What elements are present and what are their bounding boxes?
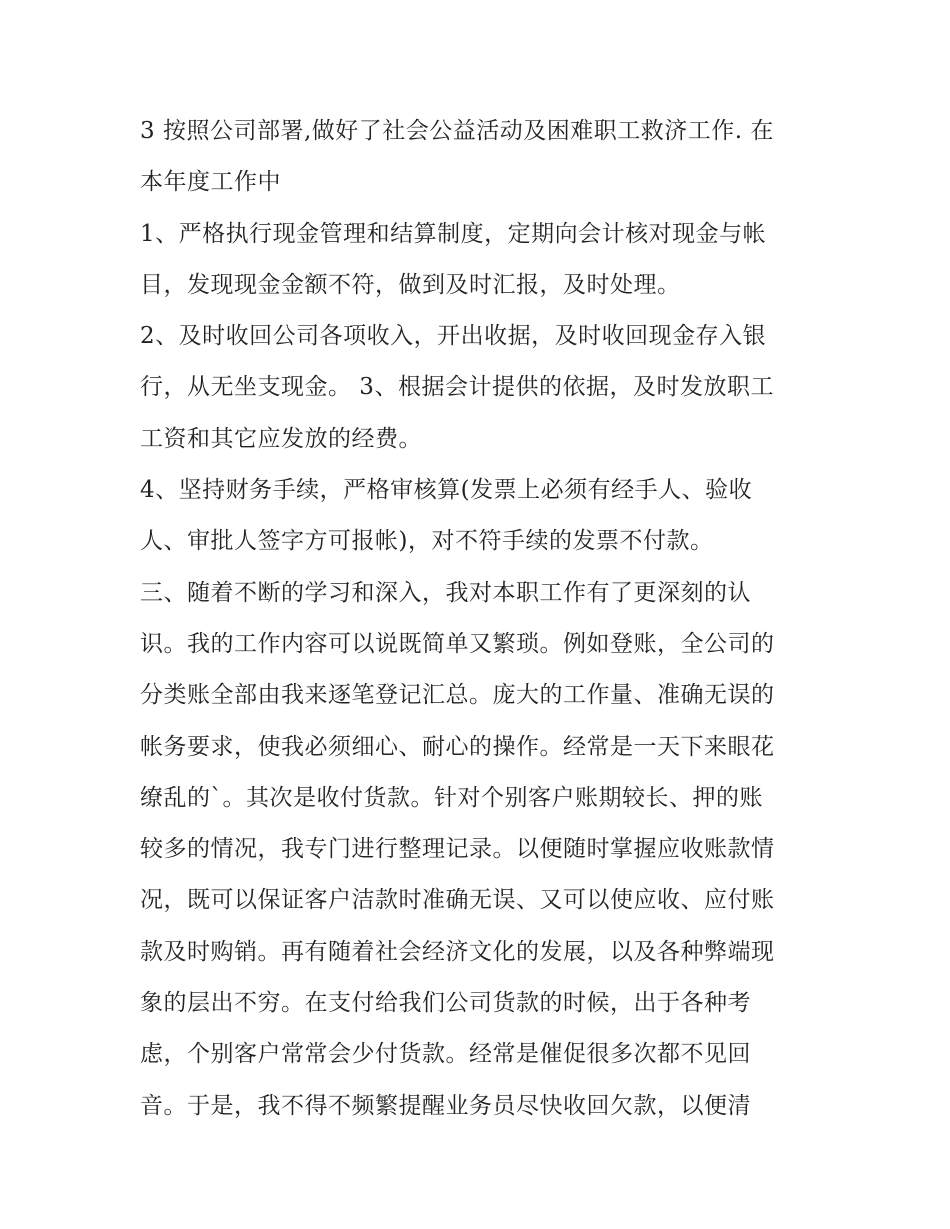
document-body — [140, 106, 820, 1132]
text-line: 帐务要求，使我必须细心、耐心的操作。经常是一天下来眼花 — [140, 733, 775, 760]
text-line: 工资和其它应发放的经费。 — [140, 425, 422, 452]
text-line: 1、严格执行现金管理和结算制度，定期向会计核对现金与帐 — [140, 220, 767, 247]
text-line: 音。于是，我不得不频繁提醒业务员尽快收回欠款，以便清 — [140, 1092, 751, 1119]
text-line: 款及时购销。再有随着社会经济文化的发展，以及各种弊端现 — [140, 938, 775, 965]
text-line: 本年度工作中 — [140, 169, 281, 196]
text-line: 缭乱的`。其次是收付货款。针对个别客户账期较长、押的账 — [140, 784, 763, 811]
text-line: 况，既可以保证客户洁款时准确无误、又可以使应收、应付账 — [140, 887, 775, 914]
text-line: 虑，个别客户常常会少付货款。经常是催促很多次都不见回 — [140, 1041, 751, 1068]
text-line: 3 按照公司部署,做好了社会公益活动及困难职工救济工作. 在 — [140, 118, 774, 144]
text-line: 行，从无坐支现金。 3、根据会计提供的依据，及时发放职工 — [140, 374, 774, 401]
text-line: 2、及时收回公司各项收入，开出收据，及时收回现金存入银 — [140, 323, 767, 350]
text-line: 识。我的工作内容可以说既简单又繁琐。例如登账，全公司的 — [140, 630, 775, 657]
text-line: 分类账全部由我来逐笔登记汇总。庞大的工作量、准确无误的 — [140, 682, 775, 709]
text-line: 较多的情况，我专门进行整理记录。以便随时掌握应收账款情 — [140, 836, 775, 863]
text-line: 三、随着不断的学习和深入，我对本职工作有了更深刻的认 — [140, 579, 751, 606]
text-line: 人、审批人签字方可报帐)，对不符手续的发票不付款。 — [140, 528, 714, 555]
text-line: 象的层出不穷。在支付给我们公司货款的时候，出于各种考 — [140, 990, 751, 1017]
text-line: 4、坚持财务手续，严格审核算(发票上必须有经手人、验收 — [140, 477, 753, 504]
text-line: 目，发现现金金额不符，做到及时汇报，及时处理。 — [140, 271, 681, 298]
